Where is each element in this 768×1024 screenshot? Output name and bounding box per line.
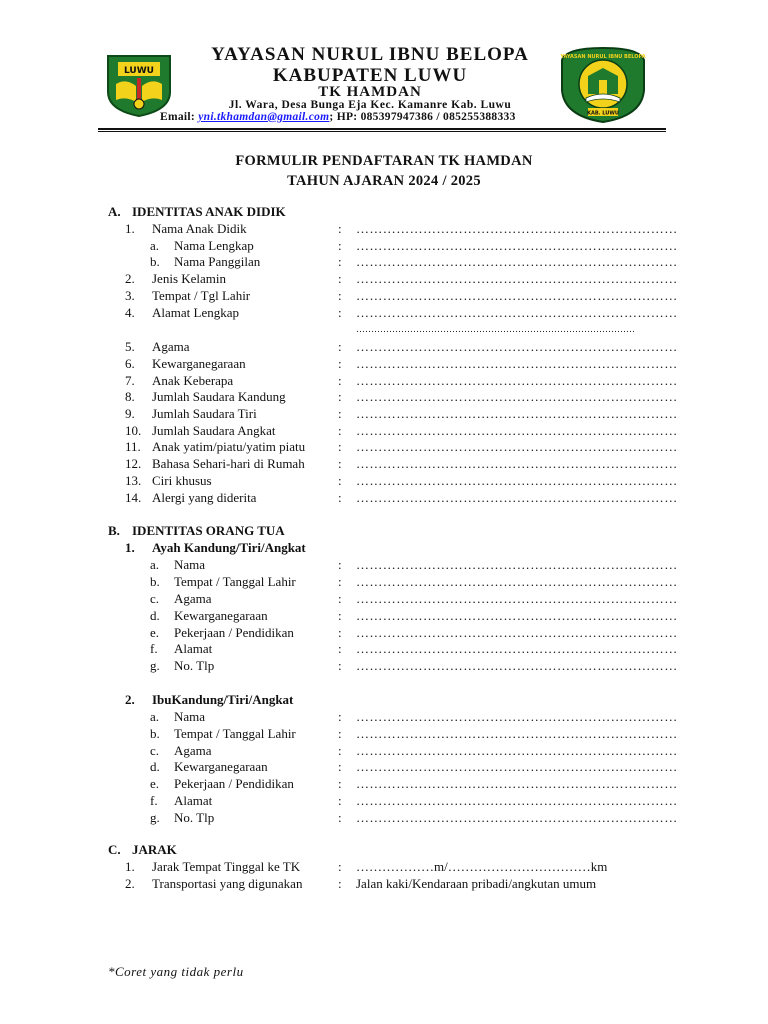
- answer-field[interactable]: ………………………………………………………………: [356, 557, 678, 572]
- answer-field[interactable]: ………………………………………………………………: [356, 658, 678, 673]
- item-label: Nama: [174, 557, 206, 572]
- colon: :: [338, 305, 342, 320]
- colon: :: [338, 389, 342, 404]
- contact-line: [160, 111, 516, 123]
- item-number: 4.: [125, 305, 135, 320]
- item-label: Agama: [152, 339, 190, 354]
- form-row: [0, 237, 768, 254]
- form-row: [0, 640, 768, 657]
- father-subheading: [0, 539, 768, 556]
- answer-field[interactable]: ………………………………………………………………: [356, 339, 678, 354]
- form-row: [0, 372, 768, 389]
- form-row: [0, 875, 768, 892]
- section-heading: JARAK: [132, 842, 177, 857]
- answer-field[interactable]: ………………………………………………………………: [356, 254, 678, 269]
- form-row: [0, 355, 768, 372]
- item-sub-letter: a.: [150, 709, 160, 724]
- item-sub-letter: b.: [150, 726, 160, 741]
- item-label: No. Tlp: [174, 810, 215, 825]
- form-row: [0, 438, 768, 455]
- section-letter: A.: [108, 204, 121, 219]
- item-sub-letter: g.: [150, 810, 160, 825]
- item-number: 6.: [125, 356, 135, 371]
- item-sub-letter: e.: [150, 625, 160, 640]
- colon: :: [338, 339, 342, 354]
- answer-field[interactable]: ………………………………………………………………: [356, 490, 678, 505]
- item-sub-letter: c.: [150, 743, 160, 758]
- item-label: Tempat / Tanggal Lahir: [174, 574, 296, 589]
- letterhead-rule-thin: [98, 131, 666, 132]
- form-row: [0, 338, 768, 355]
- item-label: Jumlah Saudara Kandung: [152, 389, 286, 404]
- item-label: Anak Keberapa: [152, 373, 234, 388]
- section-heading: IDENTITAS ORANG TUA: [132, 523, 285, 538]
- form-row: [0, 607, 768, 624]
- section-letter: B.: [108, 523, 120, 538]
- item-number: 7.: [125, 373, 135, 388]
- item-label: Jumlah Saudara Angkat: [152, 423, 276, 438]
- letterhead-rule-thick: [98, 128, 666, 130]
- colon: :: [338, 557, 342, 572]
- item-number: 9.: [125, 406, 135, 421]
- email-link[interactable]: yni.tkhamdan@gmail.com: [198, 111, 330, 123]
- form-row: [0, 489, 768, 506]
- item-sub-letter: e.: [150, 776, 160, 791]
- item-label: Agama: [174, 743, 212, 758]
- answer-field[interactable]: ………………………………………………………………: [356, 793, 678, 808]
- item-sub-letter: d.: [150, 759, 160, 774]
- item-label: Ciri khusus: [152, 473, 212, 488]
- colon: :: [338, 810, 342, 825]
- colon: :: [338, 759, 342, 774]
- school-name: TK HAMDAN: [318, 84, 422, 100]
- school-address: Jl. Wara, Desa Bunga Eja Kec. Kamanre Kab. Luwu: [228, 99, 512, 111]
- colon: :: [338, 574, 342, 589]
- item-number: 5.: [125, 339, 135, 354]
- answer-field[interactable]: ………………………………………………………………: [356, 221, 678, 236]
- answer-field[interactable]: ………………………………………………………………: [356, 726, 678, 741]
- colon: :: [338, 423, 342, 438]
- form-row: [0, 742, 768, 759]
- subheading-label: IbuKandung/Tiri/Angkat: [152, 692, 294, 707]
- item-label: Nama Panggilan: [174, 254, 261, 269]
- answer-field[interactable]: ………………………………………………………………: [356, 456, 678, 471]
- item-sub-letter: f.: [150, 641, 158, 656]
- section-letter: C.: [108, 842, 121, 857]
- colon: :: [338, 641, 342, 656]
- form-row: [0, 455, 768, 472]
- item-number: 2.: [125, 692, 135, 707]
- form-row: [0, 590, 768, 607]
- item-label: Agama: [174, 591, 212, 606]
- item-number: 8.: [125, 389, 135, 404]
- answer-field[interactable]: ………………………………………………………………: [356, 776, 678, 791]
- form-row: [0, 624, 768, 641]
- item-number: 13.: [125, 473, 142, 488]
- item-sub-letter: b.: [150, 574, 160, 589]
- foundation-name: YAYASAN NURUL IBNU BELOPA: [211, 44, 529, 65]
- answer-field[interactable]: ………………………………………………………………: [356, 608, 678, 623]
- colon: :: [338, 726, 342, 741]
- answer-field[interactable]: ………………………………………………………………: [356, 810, 678, 825]
- colon: :: [338, 439, 342, 454]
- form-row: [0, 287, 768, 304]
- answer-field[interactable]: ………………………………………………………………: [356, 473, 678, 488]
- item-sub-letter: g.: [150, 658, 160, 673]
- answer-field[interactable]: ………………………………………………………………: [356, 288, 678, 303]
- colon: :: [338, 776, 342, 791]
- footnote: *Coret yang tidak perlu: [108, 964, 244, 979]
- colon: :: [338, 859, 342, 874]
- right-logo-text: YAYASAN NURUL IBNU BELOPA: [560, 54, 646, 60]
- item-number: 1.: [125, 221, 135, 236]
- item-sub-letter: f.: [150, 793, 158, 808]
- form-row: [0, 858, 768, 875]
- left-logo-text: LUWU: [124, 66, 154, 76]
- answer-field[interactable]: ………………………………………………………………: [356, 305, 678, 320]
- colon: :: [338, 625, 342, 640]
- item-label: Jumlah Saudara Tiri: [152, 406, 257, 421]
- form-row: [0, 388, 768, 405]
- address-continuation-row: [0, 321, 768, 338]
- form-row: [0, 220, 768, 237]
- colon: :: [338, 490, 342, 505]
- colon: :: [338, 591, 342, 606]
- item-sub-letter: a.: [150, 238, 160, 253]
- item-sub-letter: d.: [150, 608, 160, 623]
- colon: :: [338, 373, 342, 388]
- answer-field[interactable]: ………………………………………………………………: [356, 743, 678, 758]
- answer-field[interactable]: ………………………………………………………………: [356, 641, 678, 656]
- item-label: Kewarganegaraan: [152, 356, 246, 371]
- form-title: FORMULIR PENDAFTARAN TK HAMDAN: [235, 153, 533, 169]
- item-number: 2.: [125, 271, 135, 286]
- email-label: Email:: [160, 111, 196, 123]
- answer-field[interactable]: ………………………………………………………………: [356, 356, 678, 371]
- answer-field[interactable]: ………………………………………………………………: [356, 423, 678, 438]
- answer-field[interactable]: ………………………………………………………………: [356, 271, 678, 286]
- answer-field[interactable]: ………………………………………………………………: [356, 406, 678, 421]
- colon: :: [338, 709, 342, 724]
- phone-numbers: ; HP: 085397947386 / 085255388333: [329, 111, 516, 123]
- item-label: Anak yatim/piatu/yatim piatu: [152, 439, 306, 454]
- mother-subheading: [0, 691, 768, 708]
- answer-field[interactable]: ………………………………………………………………: [356, 759, 678, 774]
- colon: :: [338, 743, 342, 758]
- answer-field[interactable]: ………………………………………………………………: [356, 709, 678, 724]
- item-label: Nama Anak Didik: [152, 221, 247, 236]
- letterhead: [0, 0, 768, 135]
- item-label: Alergi yang diderita: [152, 490, 257, 505]
- form-row: [0, 422, 768, 439]
- answer-field[interactable]: ………………………………………………………………: [356, 389, 678, 404]
- answer-field[interactable]: ………………………………………………………………: [356, 238, 678, 253]
- form-row: [0, 792, 768, 809]
- form-row: [0, 573, 768, 590]
- answer-field[interactable]: ………………………………………………………………: [356, 439, 678, 454]
- form-row: [0, 270, 768, 287]
- item-sub-letter: a.: [150, 557, 160, 572]
- form-row: [0, 253, 768, 270]
- colon: :: [338, 254, 342, 269]
- form-row: [0, 775, 768, 792]
- item-label: Alamat: [174, 641, 213, 656]
- item-number: 1.: [125, 859, 135, 874]
- form-row: [0, 556, 768, 573]
- form-row: [0, 809, 768, 826]
- section-heading: IDENTITAS ANAK DIDIK: [132, 204, 286, 219]
- item-label: Nama: [174, 709, 206, 724]
- item-label: No. Tlp: [174, 658, 215, 673]
- answer-field[interactable]: ………………………………………………………………: [356, 591, 678, 606]
- answer-field[interactable]: ………………………………………………………………: [356, 625, 678, 640]
- colon: :: [338, 456, 342, 471]
- form-row: [0, 708, 768, 725]
- colon: :: [338, 356, 342, 371]
- regency-name: KABUPATEN LUWU: [272, 65, 468, 86]
- form-row: [0, 405, 768, 422]
- right-logo-sub: KAB. LUWU: [587, 110, 619, 117]
- item-label: Kewarganegaraan: [174, 608, 268, 623]
- item-label: Alamat: [174, 793, 213, 808]
- colon: :: [338, 473, 342, 488]
- item-sub-letter: c.: [150, 591, 160, 606]
- answer-field-continuation[interactable]: …………………………………………………………………………………: [356, 324, 635, 334]
- colon: :: [338, 658, 342, 673]
- item-label: Tempat / Tanggal Lahir: [174, 726, 296, 741]
- answer-value: Jalan kaki/Kendaraan pribadi/angkutan umum: [356, 876, 597, 891]
- item-label: Pekerjaan / Pendidikan: [174, 625, 294, 640]
- item-label: Tempat / Tgl Lahir: [152, 288, 251, 303]
- colon: :: [338, 221, 342, 236]
- item-label: Jarak Tempat Tinggal ke TK: [152, 859, 301, 874]
- item-label: Nama Lengkap: [174, 238, 254, 253]
- answer-field[interactable]: ………………………………………………………………: [356, 373, 678, 388]
- item-number: 11.: [125, 439, 141, 454]
- colon: :: [338, 793, 342, 808]
- item-label: Kewarganegaraan: [174, 759, 268, 774]
- item-label: Transportasi yang digunakan: [152, 876, 303, 891]
- colon: :: [338, 288, 342, 303]
- colon: :: [338, 271, 342, 286]
- colon: :: [338, 608, 342, 623]
- answer-field[interactable]: ………………………………………………………………: [356, 574, 678, 589]
- item-number: 10.: [125, 423, 142, 438]
- item-sub-letter: b.: [150, 254, 160, 269]
- item-label: Jenis Kelamin: [152, 271, 227, 286]
- item-label: Pekerjaan / Pendidikan: [174, 776, 294, 791]
- item-number: 2.: [125, 876, 135, 891]
- academic-year: TAHUN AJARAN 2024 / 2025: [287, 173, 481, 189]
- form-row: [0, 758, 768, 775]
- item-number: 12.: [125, 456, 142, 471]
- answer-value: ………………m/……………………………km: [356, 859, 608, 874]
- item-number: 1.: [125, 540, 135, 555]
- item-label: Bahasa Sehari-hari di Rumah: [152, 456, 305, 471]
- colon: :: [338, 406, 342, 421]
- item-number: 3.: [125, 288, 135, 303]
- form-row: [0, 657, 768, 674]
- form-row: [0, 304, 768, 321]
- item-label: Alamat Lengkap: [152, 305, 239, 320]
- colon: :: [338, 876, 342, 891]
- item-number: 14.: [125, 490, 142, 505]
- form-row: [0, 725, 768, 742]
- subheading-label: Ayah Kandung/Tiri/Angkat: [152, 540, 306, 555]
- colon: :: [338, 238, 342, 253]
- form-row: [0, 472, 768, 489]
